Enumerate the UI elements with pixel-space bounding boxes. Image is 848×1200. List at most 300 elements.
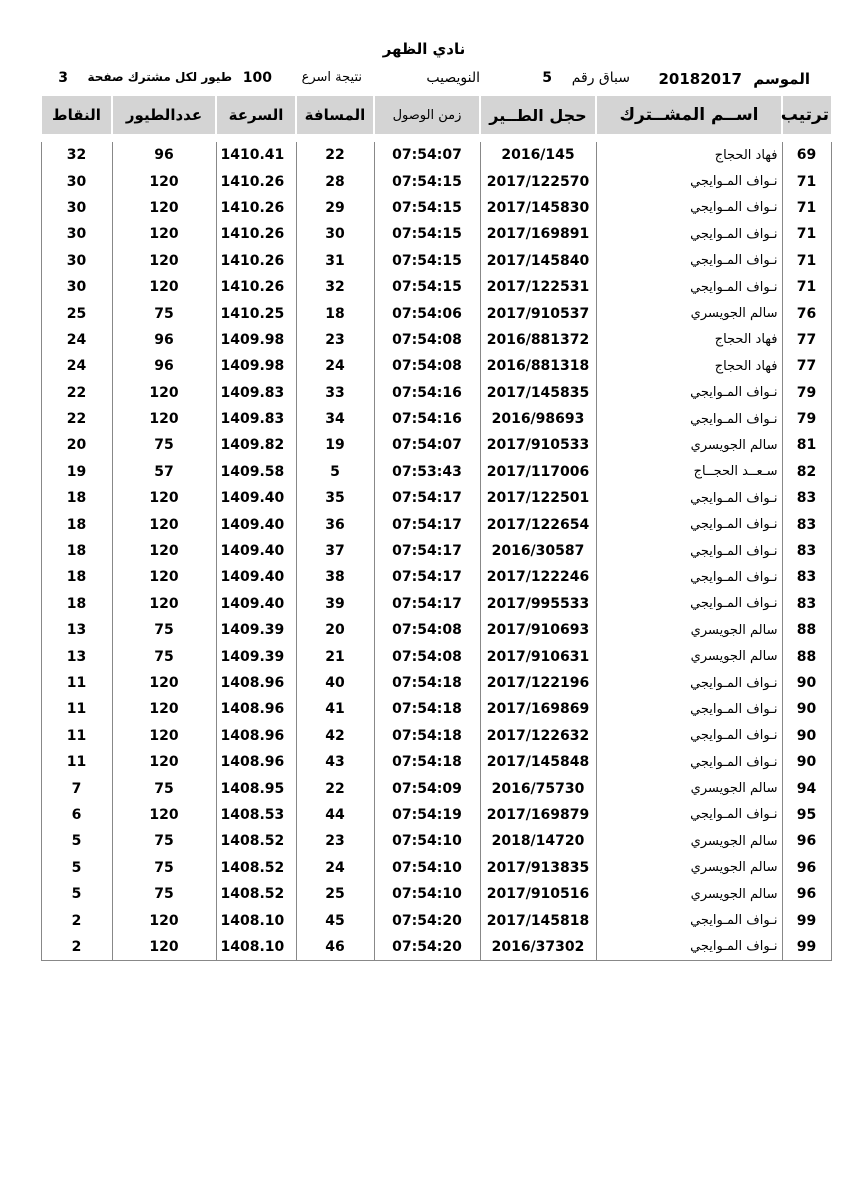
cell-ring: 2017/122632 xyxy=(480,723,596,749)
cell-birds: 75 xyxy=(112,617,216,643)
cell-member: نـواف المـوايجي xyxy=(596,564,782,590)
header-arrival: زمن الوصول xyxy=(374,96,480,134)
cell-ring: 2017/169869 xyxy=(480,696,596,722)
cell-rank: 94 xyxy=(782,775,831,801)
cell-rank: 83 xyxy=(782,511,831,537)
page-number: 3 xyxy=(58,70,68,86)
cell-rank: 83 xyxy=(782,564,831,590)
cell-points: 5 xyxy=(41,881,112,907)
cell-member: نـواف المـوايجي xyxy=(596,168,782,194)
cell-member: سالم الجويسري xyxy=(596,300,782,326)
cell-birds: 120 xyxy=(112,934,216,961)
club-title: نادي الظهر xyxy=(382,40,466,58)
cell-rank: 83 xyxy=(782,485,831,511)
cell-ring: 2017/910533 xyxy=(480,432,596,458)
cell-distance: 28 xyxy=(296,168,374,194)
cell-distance: 34 xyxy=(296,406,374,432)
cell-member: سالم الجويسري xyxy=(596,617,782,643)
cell-distance: 36 xyxy=(296,511,374,537)
cell-arrival: 07:54:20 xyxy=(374,934,480,961)
table-row xyxy=(41,195,831,221)
cell-birds: 120 xyxy=(112,221,216,247)
cell-member: سالم الجويسري xyxy=(596,643,782,669)
cell-ring: 2017/122246 xyxy=(480,564,596,590)
cell-ring: 2017/122501 xyxy=(480,485,596,511)
cell-arrival: 07:54:17 xyxy=(374,511,480,537)
cell-speed: 1408.10 xyxy=(216,907,296,933)
table-body xyxy=(41,142,831,961)
cell-speed: 1409.40 xyxy=(216,485,296,511)
cell-arrival: 07:54:08 xyxy=(374,617,480,643)
cell-speed: 1409.40 xyxy=(216,511,296,537)
cell-ring: 2017/910693 xyxy=(480,617,596,643)
cell-birds: 75 xyxy=(112,855,216,881)
cell-points: 18 xyxy=(41,511,112,537)
cell-ring: 2017/910631 xyxy=(480,643,596,669)
cell-ring: 2018/14720 xyxy=(480,828,596,854)
cell-points: 11 xyxy=(41,696,112,722)
cell-rank: 83 xyxy=(782,538,831,564)
cell-speed: 1410.26 xyxy=(216,168,296,194)
cell-speed: 1408.96 xyxy=(216,723,296,749)
cell-ring: 2017/145830 xyxy=(480,195,596,221)
cell-arrival: 07:54:15 xyxy=(374,221,480,247)
cell-distance: 30 xyxy=(296,221,374,247)
cell-ring: 2016/145 xyxy=(480,142,596,168)
cell-distance: 23 xyxy=(296,327,374,353)
cell-ring: 2016/881318 xyxy=(480,353,596,379)
cell-rank: 71 xyxy=(782,168,831,194)
cell-points: 7 xyxy=(41,775,112,801)
cell-arrival: 07:54:08 xyxy=(374,327,480,353)
cell-distance: 20 xyxy=(296,617,374,643)
cell-points: 11 xyxy=(41,749,112,775)
cell-member: نـواف المـوايجي xyxy=(596,696,782,722)
cell-distance: 39 xyxy=(296,591,374,617)
cell-member: نـواف المـوايجي xyxy=(596,670,782,696)
cell-points: 2 xyxy=(41,907,112,933)
cell-member: سالم الجويسري xyxy=(596,432,782,458)
cell-rank: 96 xyxy=(782,881,831,907)
cell-speed: 1409.40 xyxy=(216,591,296,617)
cell-arrival: 07:54:10 xyxy=(374,855,480,881)
cell-birds: 120 xyxy=(112,802,216,828)
table-row xyxy=(41,327,831,353)
cell-ring: 2016/881372 xyxy=(480,327,596,353)
table-row xyxy=(41,855,831,881)
cell-rank: 71 xyxy=(782,248,831,274)
cell-ring: 2016/75730 xyxy=(480,775,596,801)
cell-member: نـواف المـوايجي xyxy=(596,406,782,432)
cell-arrival: 07:54:15 xyxy=(374,248,480,274)
table-row xyxy=(41,564,831,590)
cell-distance: 19 xyxy=(296,432,374,458)
cell-birds: 120 xyxy=(112,907,216,933)
cell-arrival: 07:54:08 xyxy=(374,643,480,669)
cell-arrival: 07:54:15 xyxy=(374,195,480,221)
cell-speed: 1408.52 xyxy=(216,828,296,854)
cell-member: نـواف المـوايجي xyxy=(596,485,782,511)
cell-points: 30 xyxy=(41,221,112,247)
cell-speed: 1409.98 xyxy=(216,327,296,353)
table-row xyxy=(41,511,831,537)
cell-distance: 32 xyxy=(296,274,374,300)
cell-ring: 2017/145818 xyxy=(480,907,596,933)
table-row xyxy=(41,802,831,828)
cell-distance: 46 xyxy=(296,934,374,961)
cell-birds: 120 xyxy=(112,274,216,300)
cell-arrival: 07:54:10 xyxy=(374,881,480,907)
cell-rank: 76 xyxy=(782,300,831,326)
cell-birds: 96 xyxy=(112,353,216,379)
cell-birds: 75 xyxy=(112,881,216,907)
cell-points: 30 xyxy=(41,248,112,274)
cell-speed: 1410.26 xyxy=(216,248,296,274)
cell-points: 19 xyxy=(41,459,112,485)
cell-birds: 120 xyxy=(112,511,216,537)
cell-member: فهاد الحجاج xyxy=(596,353,782,379)
cell-distance: 40 xyxy=(296,670,374,696)
cell-member: نـواف المـوايجي xyxy=(596,248,782,274)
table-row xyxy=(41,934,831,961)
cell-points: 18 xyxy=(41,485,112,511)
cell-member: سالم الجويسري xyxy=(596,855,782,881)
cell-points: 24 xyxy=(41,353,112,379)
cell-member: فهاد الحجاج xyxy=(596,142,782,168)
cell-speed: 1409.98 xyxy=(216,353,296,379)
cell-arrival: 07:54:19 xyxy=(374,802,480,828)
cell-rank: 90 xyxy=(782,749,831,775)
cell-birds: 120 xyxy=(112,564,216,590)
cell-points: 11 xyxy=(41,670,112,696)
season-value: 20182017 xyxy=(658,70,742,88)
table-row xyxy=(41,643,831,669)
race-no-value: 5 xyxy=(542,70,552,86)
cell-speed: 1409.40 xyxy=(216,564,296,590)
fastest-label: نتيجة اسرع xyxy=(301,70,362,85)
cell-speed: 1409.83 xyxy=(216,380,296,406)
cell-ring: 2017/145835 xyxy=(480,380,596,406)
cell-speed: 1409.40 xyxy=(216,538,296,564)
cell-speed: 1408.52 xyxy=(216,855,296,881)
cell-points: 20 xyxy=(41,432,112,458)
cell-member: نـواف المـوايجي xyxy=(596,591,782,617)
cell-speed: 1408.96 xyxy=(216,749,296,775)
cell-birds: 120 xyxy=(112,168,216,194)
cell-birds: 75 xyxy=(112,775,216,801)
cell-speed: 1410.41 xyxy=(216,142,296,168)
cell-speed: 1409.58 xyxy=(216,459,296,485)
cell-speed: 1408.96 xyxy=(216,670,296,696)
cell-distance: 25 xyxy=(296,881,374,907)
table-row xyxy=(41,617,831,643)
cell-speed: 1410.26 xyxy=(216,221,296,247)
cell-arrival: 07:54:15 xyxy=(374,274,480,300)
cell-points: 5 xyxy=(41,828,112,854)
cell-points: 2 xyxy=(41,934,112,961)
cell-arrival: 07:54:06 xyxy=(374,300,480,326)
cell-member: نـواف المـوايجي xyxy=(596,749,782,775)
cell-distance: 21 xyxy=(296,643,374,669)
cell-distance: 42 xyxy=(296,723,374,749)
cell-points: 25 xyxy=(41,300,112,326)
cell-ring: 2017/122531 xyxy=(480,274,596,300)
cell-ring: 2017/122654 xyxy=(480,511,596,537)
table-row xyxy=(41,723,831,749)
cell-rank: 90 xyxy=(782,670,831,696)
race-meta xyxy=(40,70,810,92)
table-header-row xyxy=(41,96,831,134)
cell-points: 22 xyxy=(41,406,112,432)
header-ring: حجل الطــير xyxy=(480,96,596,134)
cell-arrival: 07:54:17 xyxy=(374,564,480,590)
cell-points: 13 xyxy=(41,643,112,669)
cell-points: 22 xyxy=(41,380,112,406)
cell-arrival: 07:54:15 xyxy=(374,168,480,194)
cell-arrival: 07:54:17 xyxy=(374,485,480,511)
cell-rank: 99 xyxy=(782,907,831,933)
cell-rank: 96 xyxy=(782,828,831,854)
table-row xyxy=(41,459,831,485)
cell-member: سالم الجويسري xyxy=(596,881,782,907)
table-row xyxy=(41,300,831,326)
cell-rank: 81 xyxy=(782,432,831,458)
cell-member: نـواف المـوايجي xyxy=(596,802,782,828)
cell-ring: 2017/145840 xyxy=(480,248,596,274)
race-no-label: سباق رقم xyxy=(571,70,630,86)
cell-birds: 75 xyxy=(112,300,216,326)
cell-distance: 31 xyxy=(296,248,374,274)
table-row xyxy=(41,828,831,854)
cell-ring: 2017/910537 xyxy=(480,300,596,326)
table-row xyxy=(41,696,831,722)
cell-arrival: 07:54:08 xyxy=(374,353,480,379)
cell-birds: 96 xyxy=(112,327,216,353)
header-distance: المسافة xyxy=(296,96,374,134)
cell-birds: 120 xyxy=(112,591,216,617)
cell-member: نـواف المـوايجي xyxy=(596,511,782,537)
table-row xyxy=(41,538,831,564)
cell-distance: 29 xyxy=(296,195,374,221)
cell-arrival: 07:54:18 xyxy=(374,670,480,696)
table-row xyxy=(41,274,831,300)
table-row xyxy=(41,591,831,617)
cell-points: 24 xyxy=(41,327,112,353)
cell-speed: 1409.82 xyxy=(216,432,296,458)
cell-speed: 1409.39 xyxy=(216,643,296,669)
cell-arrival: 07:54:09 xyxy=(374,775,480,801)
results-table xyxy=(40,96,832,961)
cell-distance: 35 xyxy=(296,485,374,511)
cell-ring: 2017/122570 xyxy=(480,168,596,194)
race-name: النويصيب xyxy=(426,70,480,86)
header-rank: ترتيب xyxy=(782,96,831,134)
cell-speed: 1408.95 xyxy=(216,775,296,801)
fastest-value: 100 xyxy=(242,70,272,86)
table-row xyxy=(41,380,831,406)
table-row xyxy=(41,406,831,432)
cell-distance: 5 xyxy=(296,459,374,485)
cell-points: 30 xyxy=(41,168,112,194)
header-birds: عددالطيور xyxy=(112,96,216,134)
table-row xyxy=(41,907,831,933)
cell-points: 30 xyxy=(41,274,112,300)
cell-rank: 71 xyxy=(782,274,831,300)
table-row xyxy=(41,775,831,801)
cell-arrival: 07:54:20 xyxy=(374,907,480,933)
cell-distance: 23 xyxy=(296,828,374,854)
cell-member: سـعــد الحجــاج xyxy=(596,459,782,485)
table-row xyxy=(41,881,831,907)
table-row xyxy=(41,485,831,511)
cell-rank: 77 xyxy=(782,327,831,353)
cell-speed: 1409.83 xyxy=(216,406,296,432)
table-row xyxy=(41,142,831,168)
cell-points: 5 xyxy=(41,855,112,881)
cell-birds: 120 xyxy=(112,248,216,274)
season-label: الموسم xyxy=(753,70,810,88)
cell-birds: 120 xyxy=(112,749,216,775)
cell-birds: 120 xyxy=(112,670,216,696)
cell-points: 11 xyxy=(41,723,112,749)
header-speed: السرعة xyxy=(216,96,296,134)
cell-member: سالم الجويسري xyxy=(596,775,782,801)
cell-member: نـواف المـوايجي xyxy=(596,195,782,221)
cell-birds: 96 xyxy=(112,142,216,168)
cell-ring: 2017/995533 xyxy=(480,591,596,617)
cell-member: نـواف المـوايجي xyxy=(596,221,782,247)
cell-speed: 1410.26 xyxy=(216,274,296,300)
cell-distance: 37 xyxy=(296,538,374,564)
table-row xyxy=(41,353,831,379)
cell-arrival: 07:54:18 xyxy=(374,749,480,775)
cell-ring: 2017/910516 xyxy=(480,881,596,907)
table-row xyxy=(41,168,831,194)
birds-per-member-label: طيور لكل مشترك صفحة xyxy=(87,70,232,84)
cell-speed: 1410.26 xyxy=(216,195,296,221)
cell-arrival: 07:54:18 xyxy=(374,696,480,722)
table-row xyxy=(41,670,831,696)
cell-distance: 38 xyxy=(296,564,374,590)
cell-points: 18 xyxy=(41,591,112,617)
cell-points: 13 xyxy=(41,617,112,643)
cell-member: نـواف المـوايجي xyxy=(596,538,782,564)
cell-rank: 77 xyxy=(782,353,831,379)
cell-ring: 2017/117006 xyxy=(480,459,596,485)
cell-rank: 96 xyxy=(782,855,831,881)
cell-ring: 2017/913835 xyxy=(480,855,596,881)
cell-points: 32 xyxy=(41,142,112,168)
cell-arrival: 07:54:16 xyxy=(374,406,480,432)
cell-speed: 1408.10 xyxy=(216,934,296,961)
cell-ring: 2017/145848 xyxy=(480,749,596,775)
cell-rank: 71 xyxy=(782,195,831,221)
cell-ring: 2016/37302 xyxy=(480,934,596,961)
cell-rank: 90 xyxy=(782,696,831,722)
cell-ring: 2017/169891 xyxy=(480,221,596,247)
cell-birds: 120 xyxy=(112,485,216,511)
cell-rank: 79 xyxy=(782,406,831,432)
cell-rank: 95 xyxy=(782,802,831,828)
cell-speed: 1408.52 xyxy=(216,881,296,907)
cell-distance: 22 xyxy=(296,775,374,801)
cell-arrival: 07:53:43 xyxy=(374,459,480,485)
table-row xyxy=(41,248,831,274)
cell-rank: 90 xyxy=(782,723,831,749)
cell-rank: 71 xyxy=(782,221,831,247)
header-member: اســم المشــترك xyxy=(596,96,782,134)
cell-rank: 82 xyxy=(782,459,831,485)
cell-rank: 69 xyxy=(782,142,831,168)
cell-member: نـواف المـوايجي xyxy=(596,274,782,300)
cell-birds: 75 xyxy=(112,643,216,669)
cell-distance: 41 xyxy=(296,696,374,722)
cell-distance: 24 xyxy=(296,855,374,881)
cell-speed: 1408.96 xyxy=(216,696,296,722)
cell-arrival: 07:54:17 xyxy=(374,591,480,617)
cell-ring: 2017/169879 xyxy=(480,802,596,828)
cell-arrival: 07:54:17 xyxy=(374,538,480,564)
table-row xyxy=(41,432,831,458)
cell-distance: 43 xyxy=(296,749,374,775)
cell-rank: 99 xyxy=(782,934,831,961)
cell-member: سالم الجويسري xyxy=(596,828,782,854)
cell-arrival: 07:54:18 xyxy=(374,723,480,749)
cell-birds: 120 xyxy=(112,380,216,406)
cell-member: نـواف المـوايجي xyxy=(596,907,782,933)
cell-distance: 22 xyxy=(296,142,374,168)
cell-birds: 75 xyxy=(112,432,216,458)
cell-arrival: 07:54:10 xyxy=(374,828,480,854)
cell-points: 18 xyxy=(41,538,112,564)
cell-distance: 24 xyxy=(296,353,374,379)
cell-ring: 2017/122196 xyxy=(480,670,596,696)
cell-birds: 120 xyxy=(112,406,216,432)
cell-member: فهاد الحجاج xyxy=(596,327,782,353)
cell-speed: 1408.53 xyxy=(216,802,296,828)
cell-points: 30 xyxy=(41,195,112,221)
cell-distance: 45 xyxy=(296,907,374,933)
cell-points: 6 xyxy=(41,802,112,828)
table-row xyxy=(41,749,831,775)
cell-rank: 88 xyxy=(782,617,831,643)
cell-birds: 120 xyxy=(112,195,216,221)
cell-arrival: 07:54:16 xyxy=(374,380,480,406)
cell-distance: 18 xyxy=(296,300,374,326)
cell-distance: 33 xyxy=(296,380,374,406)
cell-arrival: 07:54:07 xyxy=(374,142,480,168)
cell-birds: 75 xyxy=(112,828,216,854)
cell-member: نـواف المـوايجي xyxy=(596,380,782,406)
header-points: النقاط xyxy=(41,96,112,134)
cell-rank: 88 xyxy=(782,643,831,669)
cell-points: 18 xyxy=(41,564,112,590)
cell-birds: 120 xyxy=(112,723,216,749)
cell-rank: 79 xyxy=(782,380,831,406)
cell-speed: 1410.25 xyxy=(216,300,296,326)
cell-distance: 44 xyxy=(296,802,374,828)
cell-ring: 2016/30587 xyxy=(480,538,596,564)
cell-arrival: 07:54:07 xyxy=(374,432,480,458)
cell-member: نـواف المـوايجي xyxy=(596,934,782,961)
cell-birds: 120 xyxy=(112,696,216,722)
cell-speed: 1409.39 xyxy=(216,617,296,643)
cell-member: نـواف المـوايجي xyxy=(596,723,782,749)
table-row xyxy=(41,221,831,247)
cell-rank: 83 xyxy=(782,591,831,617)
cell-birds: 120 xyxy=(112,538,216,564)
cell-ring: 2016/98693 xyxy=(480,406,596,432)
